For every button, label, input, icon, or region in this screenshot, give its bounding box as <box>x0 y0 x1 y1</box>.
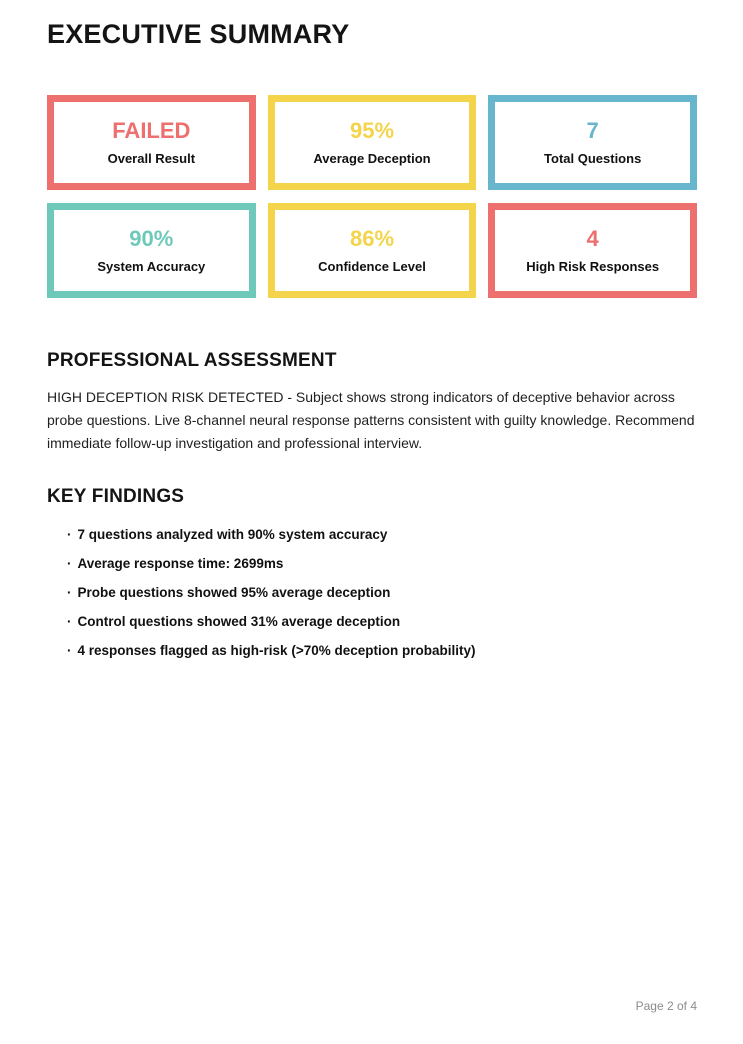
page-number: Page 2 of 4 <box>635 999 697 1013</box>
metric-label: Confidence Level <box>318 259 426 274</box>
metric-card-system-accuracy <box>47 203 256 298</box>
bullet-icon: · <box>67 556 72 571</box>
finding-item <box>67 557 697 571</box>
metric-value: 86% <box>349 226 395 251</box>
findings-heading: KEY FINDINGS <box>47 486 185 507</box>
finding-text: Control questions showed 31% average deception <box>77 614 401 629</box>
metric-card-overall-result <box>47 95 256 190</box>
finding-text: 4 responses flagged as high-risk (>70% deception probability) <box>77 643 476 658</box>
finding-text: Average response time: 2699ms <box>77 556 284 571</box>
finding-item <box>67 528 697 542</box>
metric-card-total-questions <box>488 95 697 190</box>
page-title: EXECUTIVE SUMMARY <box>47 19 350 49</box>
metric-label: System Accuracy <box>97 259 206 274</box>
metric-value: 90% <box>129 226 174 251</box>
metrics-grid <box>47 95 697 298</box>
bullet-icon: · <box>67 585 72 600</box>
finding-item <box>67 644 697 658</box>
metric-value: 95% <box>349 118 395 143</box>
bullet-icon: · <box>67 527 72 542</box>
bullet-icon: · <box>67 643 72 658</box>
assessment-body-text: HIGH DECEPTION RISK DETECTED - Subject shows strong indicators of deceptive behavior across probe questions. Live 8-channel neural response patterns consistent with guilty knowledge. Recommend immediate follow-up investigation and professional interview. <box>47 389 695 451</box>
metric-value: FAILED <box>112 118 191 143</box>
metric-label: Total Questions <box>544 151 642 166</box>
key-findings-section <box>47 486 697 658</box>
metric-card-high-risk-responses <box>488 203 697 298</box>
metric-label: Average Deception <box>313 151 431 166</box>
findings-list <box>47 528 697 658</box>
finding-text: Probe questions showed 95% average deception <box>77 585 391 600</box>
finding-item <box>67 615 697 629</box>
metric-label: High Risk Responses <box>526 259 660 274</box>
finding-item <box>67 586 697 600</box>
metric-value: 7 <box>586 118 599 143</box>
bullet-icon: · <box>67 614 72 629</box>
professional-assessment-section <box>47 350 697 455</box>
finding-text: 7 questions analyzed with 90% system accuracy <box>77 527 388 542</box>
metric-value: 4 <box>586 226 599 251</box>
metric-card-average-deception <box>268 95 477 190</box>
assessment-heading: PROFESSIONAL ASSESSMENT <box>47 350 337 371</box>
metric-label: Overall Result <box>107 151 196 166</box>
metric-card-confidence-level <box>268 203 477 298</box>
